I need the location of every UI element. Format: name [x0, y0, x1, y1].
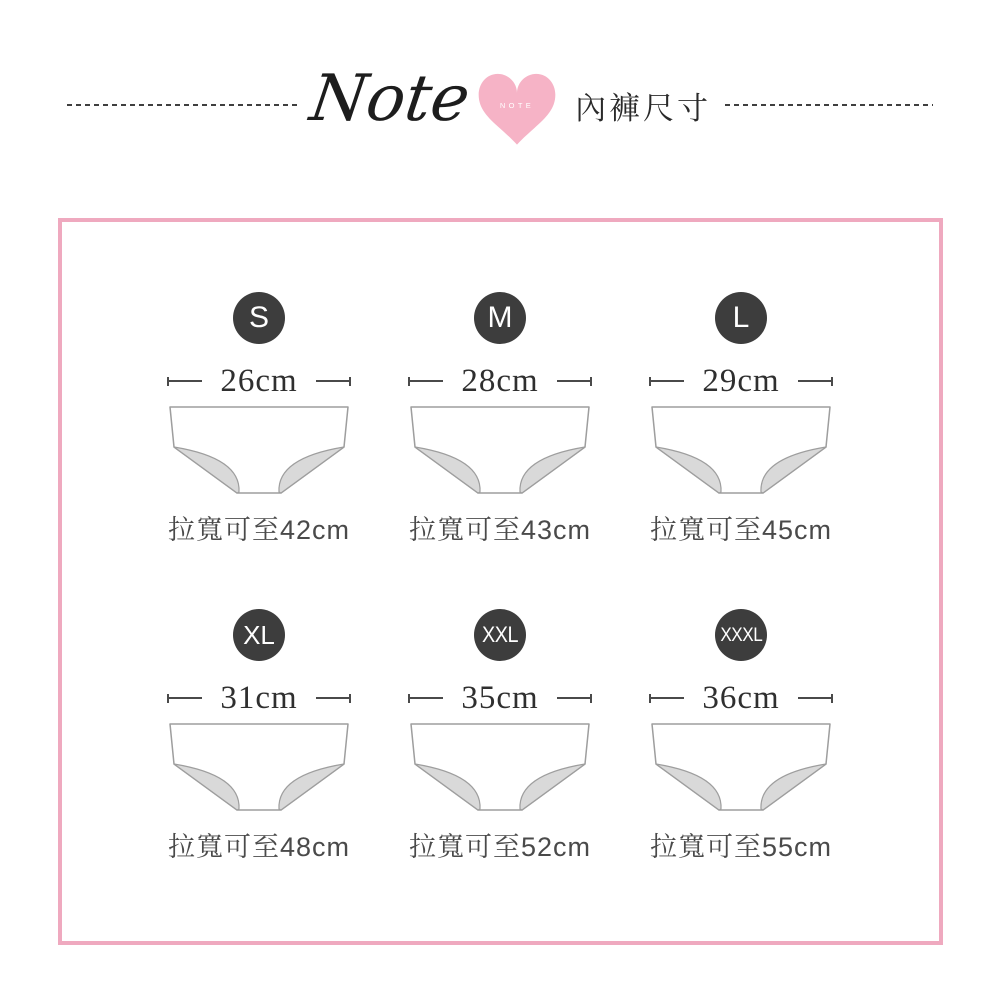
width-value: 28cm — [461, 362, 539, 399]
measure-arrow-right — [316, 377, 351, 386]
size-badge-label: L — [732, 301, 750, 334]
size-badge-label: XXL — [481, 622, 519, 647]
measure-arrow-left — [408, 377, 443, 386]
stretch-width-label: 拉寬可至48cm — [167, 832, 351, 862]
size-panel — [58, 218, 943, 945]
left-dashed-line — [67, 104, 297, 106]
width-value: 35cm — [461, 679, 539, 716]
width-measurement — [408, 360, 592, 402]
page-title: 內褲尺寸 — [575, 90, 712, 126]
stretch-width-label: 拉寬可至55cm — [649, 832, 833, 862]
size-cell-s — [139, 292, 380, 547]
measure-arrow-right — [798, 694, 833, 703]
measure-arrow-left — [167, 694, 202, 703]
size-badge — [233, 292, 285, 344]
size-badge — [474, 609, 526, 661]
heart-icon — [473, 68, 561, 148]
measure-arrow-right — [316, 694, 351, 703]
measure-arrow-right — [557, 377, 592, 386]
size-cell-m — [380, 292, 621, 547]
width-measurement — [649, 360, 833, 402]
size-cell-xxxl — [621, 609, 862, 864]
measure-arrow-left — [167, 377, 202, 386]
size-cell-l — [621, 292, 862, 547]
underwear-illustration — [167, 406, 351, 498]
size-grid — [62, 222, 939, 864]
width-measurement — [167, 360, 351, 402]
size-badge-label: XXXL — [720, 624, 762, 646]
underwear-illustration — [408, 723, 592, 815]
stretch-width-label: 拉寬可至45cm — [649, 515, 833, 545]
width-value: 26cm — [220, 362, 298, 399]
measure-arrow-right — [557, 694, 592, 703]
size-badge — [233, 609, 285, 661]
measure-arrow-left — [649, 377, 684, 386]
size-badge-label: S — [248, 301, 269, 334]
stretch-width-label: 拉寬可至42cm — [167, 515, 351, 545]
size-badge — [715, 292, 767, 344]
width-measurement — [649, 677, 833, 719]
size-cell-xxl — [380, 609, 621, 864]
underwear-illustration — [649, 723, 833, 815]
size-cell-xl — [139, 609, 380, 864]
width-value: 36cm — [702, 679, 780, 716]
measure-arrow-left — [408, 694, 443, 703]
size-badge-label: XL — [243, 620, 275, 650]
width-measurement — [167, 677, 351, 719]
measure-arrow-right — [798, 377, 833, 386]
right-dashed-line — [725, 104, 933, 106]
size-badge — [474, 292, 526, 344]
width-measurement — [408, 677, 592, 719]
stretch-width-label: 拉寬可至52cm — [408, 832, 592, 862]
underwear-illustration — [167, 723, 351, 815]
width-value: 31cm — [220, 679, 298, 716]
header — [0, 55, 1000, 155]
size-badge-label: M — [487, 301, 513, 334]
note-script-text: Note — [305, 62, 475, 136]
underwear-illustration — [649, 406, 833, 498]
size-badge — [715, 609, 767, 661]
underwear-illustration — [408, 406, 592, 498]
stretch-width-label: 拉寬可至43cm — [408, 515, 592, 545]
heart-note-label: NOTE — [499, 101, 535, 110]
measure-arrow-left — [649, 694, 684, 703]
width-value: 29cm — [702, 362, 780, 399]
